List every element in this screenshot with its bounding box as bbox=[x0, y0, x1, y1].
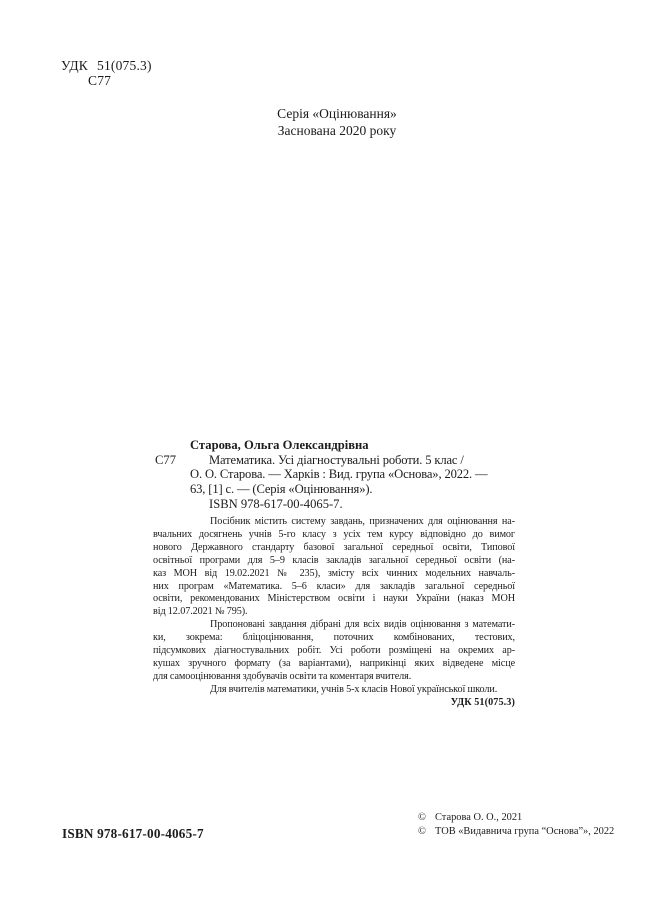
copyright-block bbox=[418, 811, 614, 838]
copyright-text: ТОВ «Видавнича група “Основа”», 2022 bbox=[435, 825, 615, 837]
cip-description-line: Математика. Усі діагностувальні роботи. 5 клас / bbox=[209, 452, 464, 467]
annotation-line: ки, зокрема: бліцоцінювання, поточних комбінованих, тестових, bbox=[153, 632, 515, 644]
annotation-line: Пропоновані завдання дібрані для всіх видів оцінювання з математи- bbox=[210, 619, 515, 631]
footer-isbn: ISBN 978-617-00-4065-7 bbox=[62, 826, 204, 841]
annotation-line: від 12.07.2021 № 795). bbox=[153, 606, 248, 618]
annotation-line: кушах зручного формату (за варіантами), наприкінці яких відведене місце bbox=[153, 657, 515, 669]
annotation-line: Посібник містить систему завдань, призначених для оцінювання на- bbox=[210, 515, 515, 527]
udk-code-line bbox=[61, 58, 152, 73]
annotation-line: вчальних досягнень учнів 5-го класу з усіх тем курсу відповідно до вимог bbox=[153, 528, 515, 540]
cip-description-line: О. О. Старова. — Харків : Вид. група «Основа», 2022. — bbox=[190, 467, 488, 482]
annotation-audience-line: Для вчителів математики, учнів 5-х класів Нової української школи. bbox=[210, 683, 498, 695]
annotation-line: для самооцінювання здобувачів освіти та коментаря вчителя. bbox=[153, 670, 412, 682]
cip-block bbox=[153, 438, 515, 710]
udk-label: УДК bbox=[61, 58, 89, 73]
copyright-sign: © bbox=[418, 812, 426, 823]
copyright-text: Старова О. О., 2021 bbox=[435, 812, 523, 823]
cip-index: С77 bbox=[155, 453, 176, 467]
annotation-line: них програм «Математика. 5–6 класи» для закладів загальної середньої bbox=[153, 580, 515, 592]
classification-index: С77 bbox=[88, 73, 112, 88]
annotation-line: каз МОН від 19.02.2021 № 235), змісту всіх чинних модельних навчаль- bbox=[153, 567, 515, 579]
cip-description-line: 63, [1] с. — (Серія «Оцінювання»). bbox=[190, 481, 373, 496]
series-founded: Заснована 2020 року bbox=[277, 123, 397, 138]
copyright-sign: © bbox=[418, 825, 426, 837]
annotation-line: освітньої програми для 5–9 класів закладів загальної середньої освіти (на- bbox=[153, 554, 515, 566]
udk-code: 51(075.3) bbox=[97, 58, 152, 73]
annotation-block bbox=[153, 516, 515, 710]
cip-isbn: ISBN 978-617-00-4065-7. bbox=[209, 497, 343, 512]
annotation-line: нового Державного стандарту базової загальної середньої освіти, Типової bbox=[153, 541, 515, 553]
copyright-publisher bbox=[418, 825, 614, 839]
udk-block bbox=[61, 58, 152, 88]
series-name: Серія «Оцінювання» bbox=[277, 106, 397, 121]
copyright-author bbox=[418, 811, 614, 825]
annotation-line: освіти, рекомендованих Міністерством освіти і науки України (наказ МОН bbox=[153, 593, 515, 605]
annotation-line: підсумкових діагностувальних робіт. Усі роботи розміщені на окремих ар- bbox=[153, 645, 515, 657]
series-block bbox=[228, 105, 446, 139]
udk-footer: УДК 51(075.3) bbox=[450, 696, 515, 708]
cip-author: Старова, Ольга Олександрівна bbox=[190, 438, 369, 452]
